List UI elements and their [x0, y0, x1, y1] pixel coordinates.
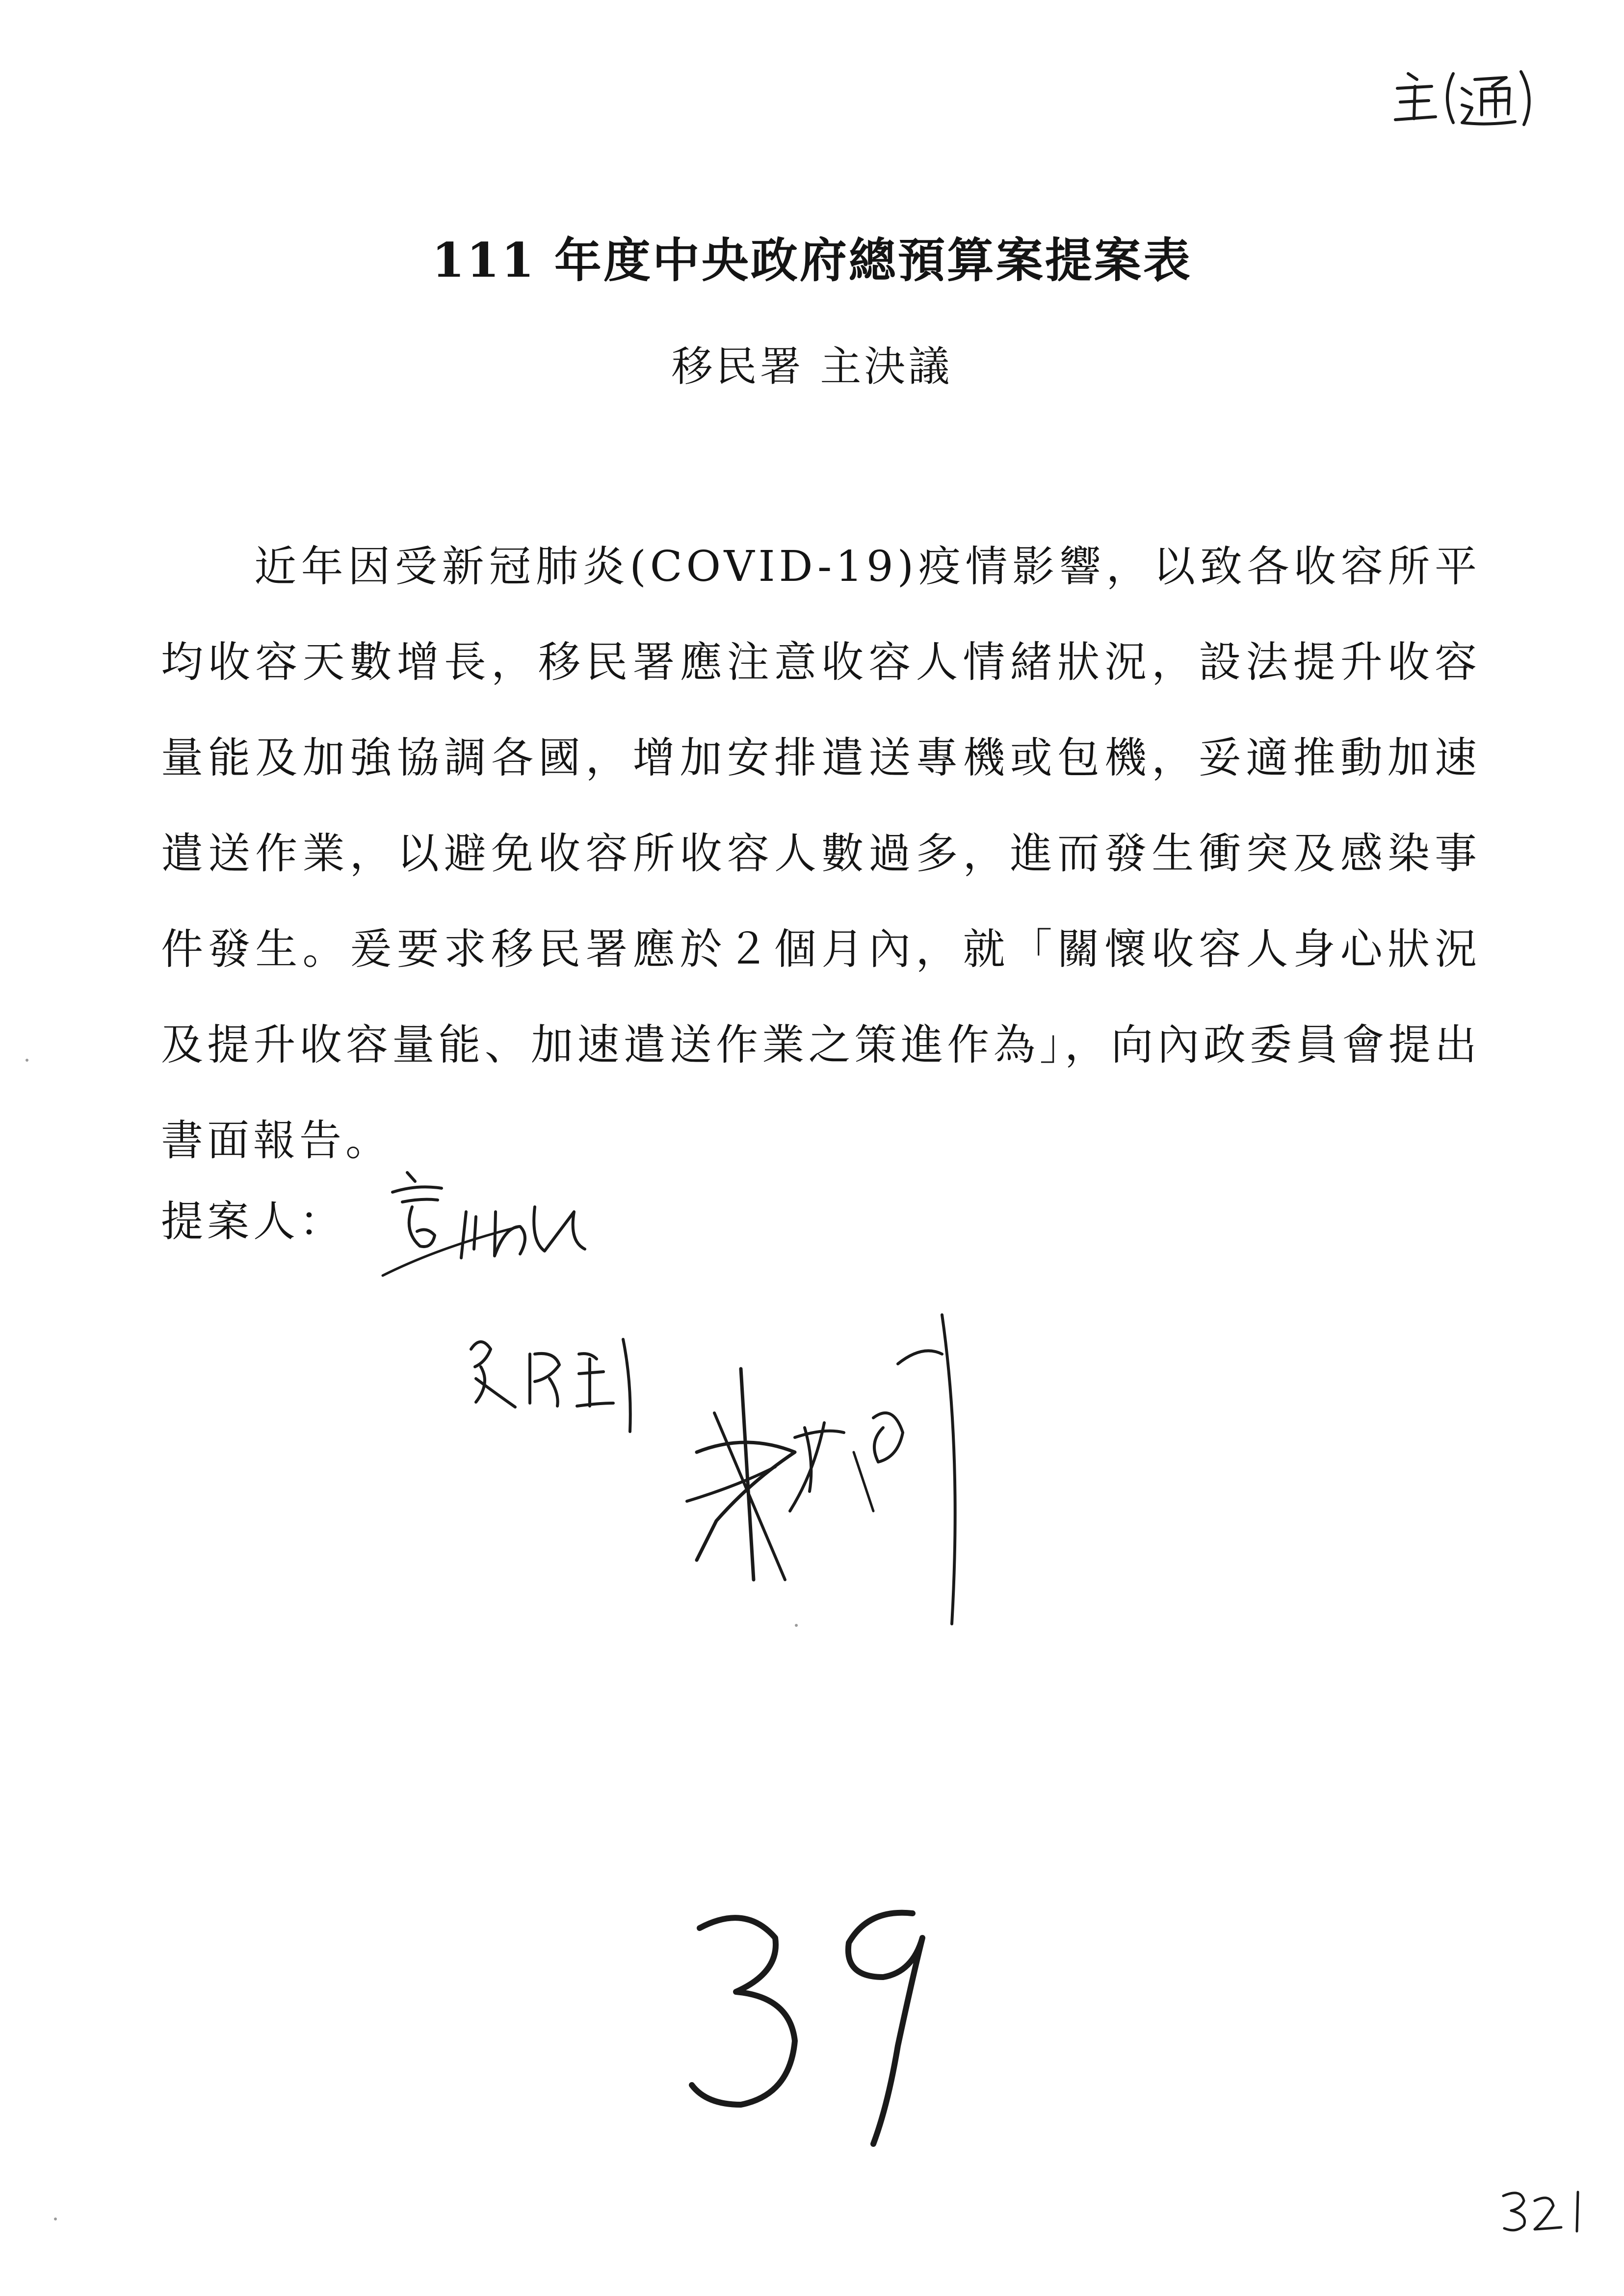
handwritten-corner-note [1388, 54, 1550, 132]
handwritten-page-number [682, 1899, 957, 2154]
signature-1 [373, 1153, 628, 1300]
signature-3 [667, 1305, 991, 1629]
proposer-label: 提案人： [161, 1197, 345, 1246]
resolution-body-text: 近年因受新冠肺炎(COVID-19)疫情影響，以致各收容所平均收容天數增長，移民署應注意收容人情緒狀況，設法提升收容量能及加強協調各國，增加安排遣送專機或包機，妥適推動加速遣送作業，以避免收容所收容人數過多，進而發生衝突及感染事件發生。爰要求移民署應於２個月內，就「關懷收容人身心狀況及提升收容量能、加速遣送作業之策進作為」，向內政委員會提出書面報告。 [161, 542, 1481, 1165]
proposal-form-title: 111 年度中央政府總預算案提案表 [432, 233, 1192, 288]
handwritten-folio-number [1496, 2183, 1595, 2237]
signature-2 [461, 1320, 667, 1437]
scan-speck [54, 2218, 57, 2220]
proposal-subtitle: 移民署 主決議 [671, 342, 953, 391]
scan-speck [26, 1059, 28, 1062]
scan-speck [795, 1624, 798, 1627]
